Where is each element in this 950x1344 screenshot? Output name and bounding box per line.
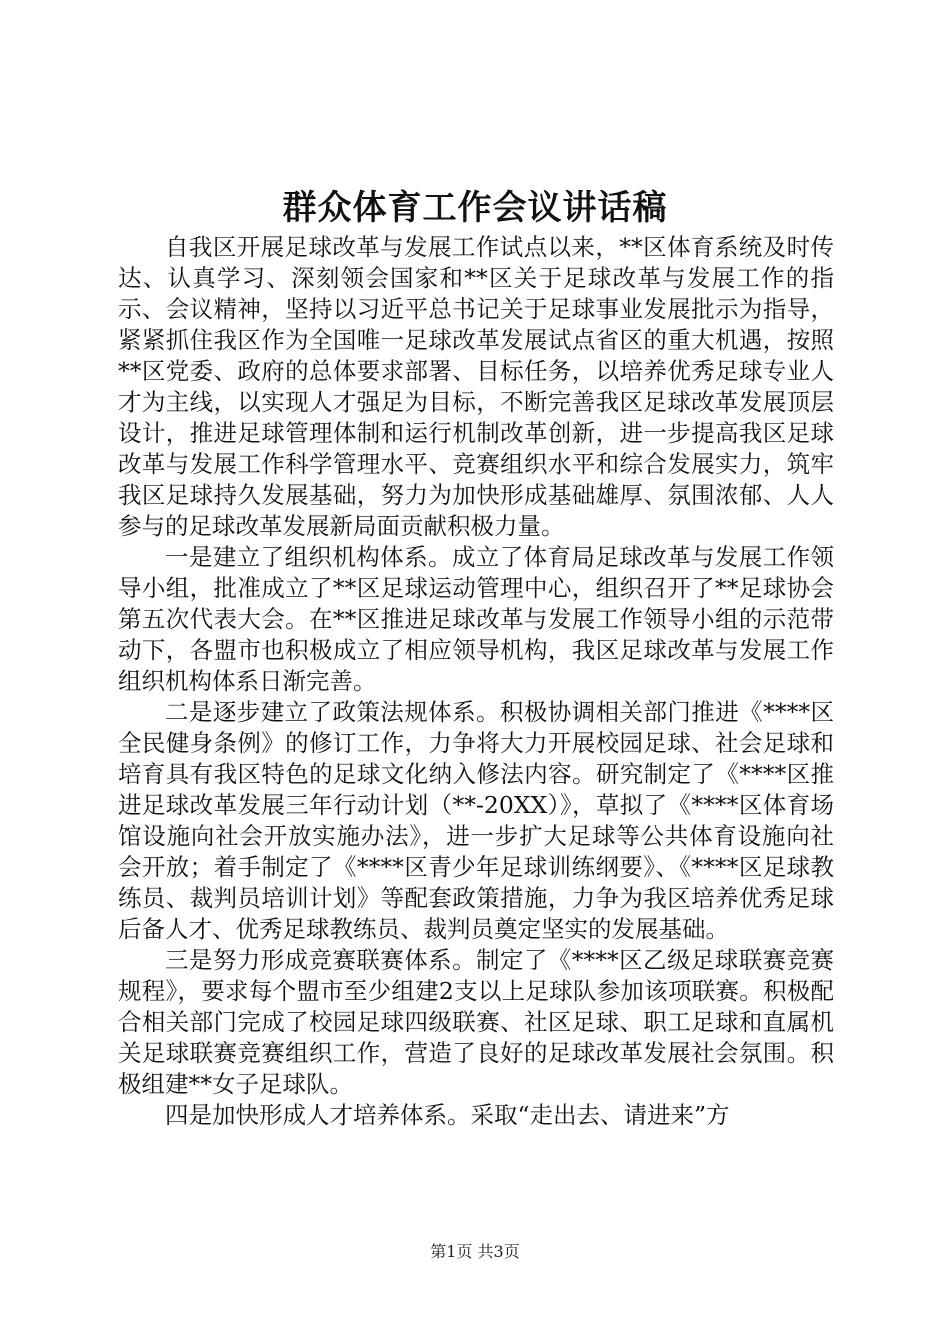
document-body [118,232,834,1131]
paragraph-competition: 三是努力形成竞赛联赛体系。制定了《****区乙级足球联赛竞赛规程》，要求每个盟市至少组建2支以上足球队参加该项联赛。积极配合相关部门完成了校园足球四级联赛、社区足球、职工足球和直属机关足球联赛竞赛组织工作，营造了良好的足球改革发展社会氛围。积极组建**女子足球队。 [118,946,834,1098]
document-title: 群众体育工作会议讲话稿 [282,188,668,228]
paragraph-intro: 自我区开展足球改革与发展工作试点以来，**区体育系统及时传达、认真学习、深刻领会国家和**区关于足球改革与发展工作的指示、会议精神，坚持以习近平总书记关于足球事业发展批示为指导，紧紧抓住我区作为全国唯一足球改革发展试点省区的重大机遇，按照**区党委、政府的总体要求部署、目标任务，以培养优秀足球专业人才为主线，以实现人才强足为目标，不断完善我区足球改革发展顶层设计，推进足球管理体制和运行机制改革创新，进一步提高我区足球改革与发展工作科学管理水平、竞赛组织水平和综合发展实力，筑牢我区足球持久发展基础，努力为加快形成基础雄厚、氛围浓郁、人人参与的足球改革发展新局面贡献积极力量。 [118,233,834,540]
paragraph-policy: 二是逐步建立了政策法规体系。积极协调相关部门推进《****区全民健身条例》的修订工作，力争将大力开展校园足球、社会足球和培育具有我区特色的足球文化纳入修法内容。研究制定了《****区推进足球改革发展三年行动计划（**-20XX）》，草拟了《****区体育场馆设施向社会开放实施办法》，进一步扩大足球等公共体育设施向社会开放；着手制定了《****区青少年足球训练纲要》、《****区足球教练员、裁判员培训计划》等配套政策措施，力争为我区培养优秀足球后备人才、优秀足球教练员、裁判员奠定坚实的发展基础。 [118,698,834,943]
page-number-footer: 第1页 共3页 [430,1242,520,1261]
paragraph-organization: 一是建立了组织机构体系。成立了体育局足球改革与发展工作领导小组，批准成立了**区足球运动管理中心，组织召开了**足球协会第五次代表大会。在**区推进足球改革与发展工作领导小组的示范带动下，各盟市也积极成立了相应领导机构，我区足球改革与发展工作组织机构体系日渐完善。 [118,543,834,695]
paragraph-talent: 四是加快形成人才培养体系。采取“走出去、请进来”方 [165,1101,730,1129]
